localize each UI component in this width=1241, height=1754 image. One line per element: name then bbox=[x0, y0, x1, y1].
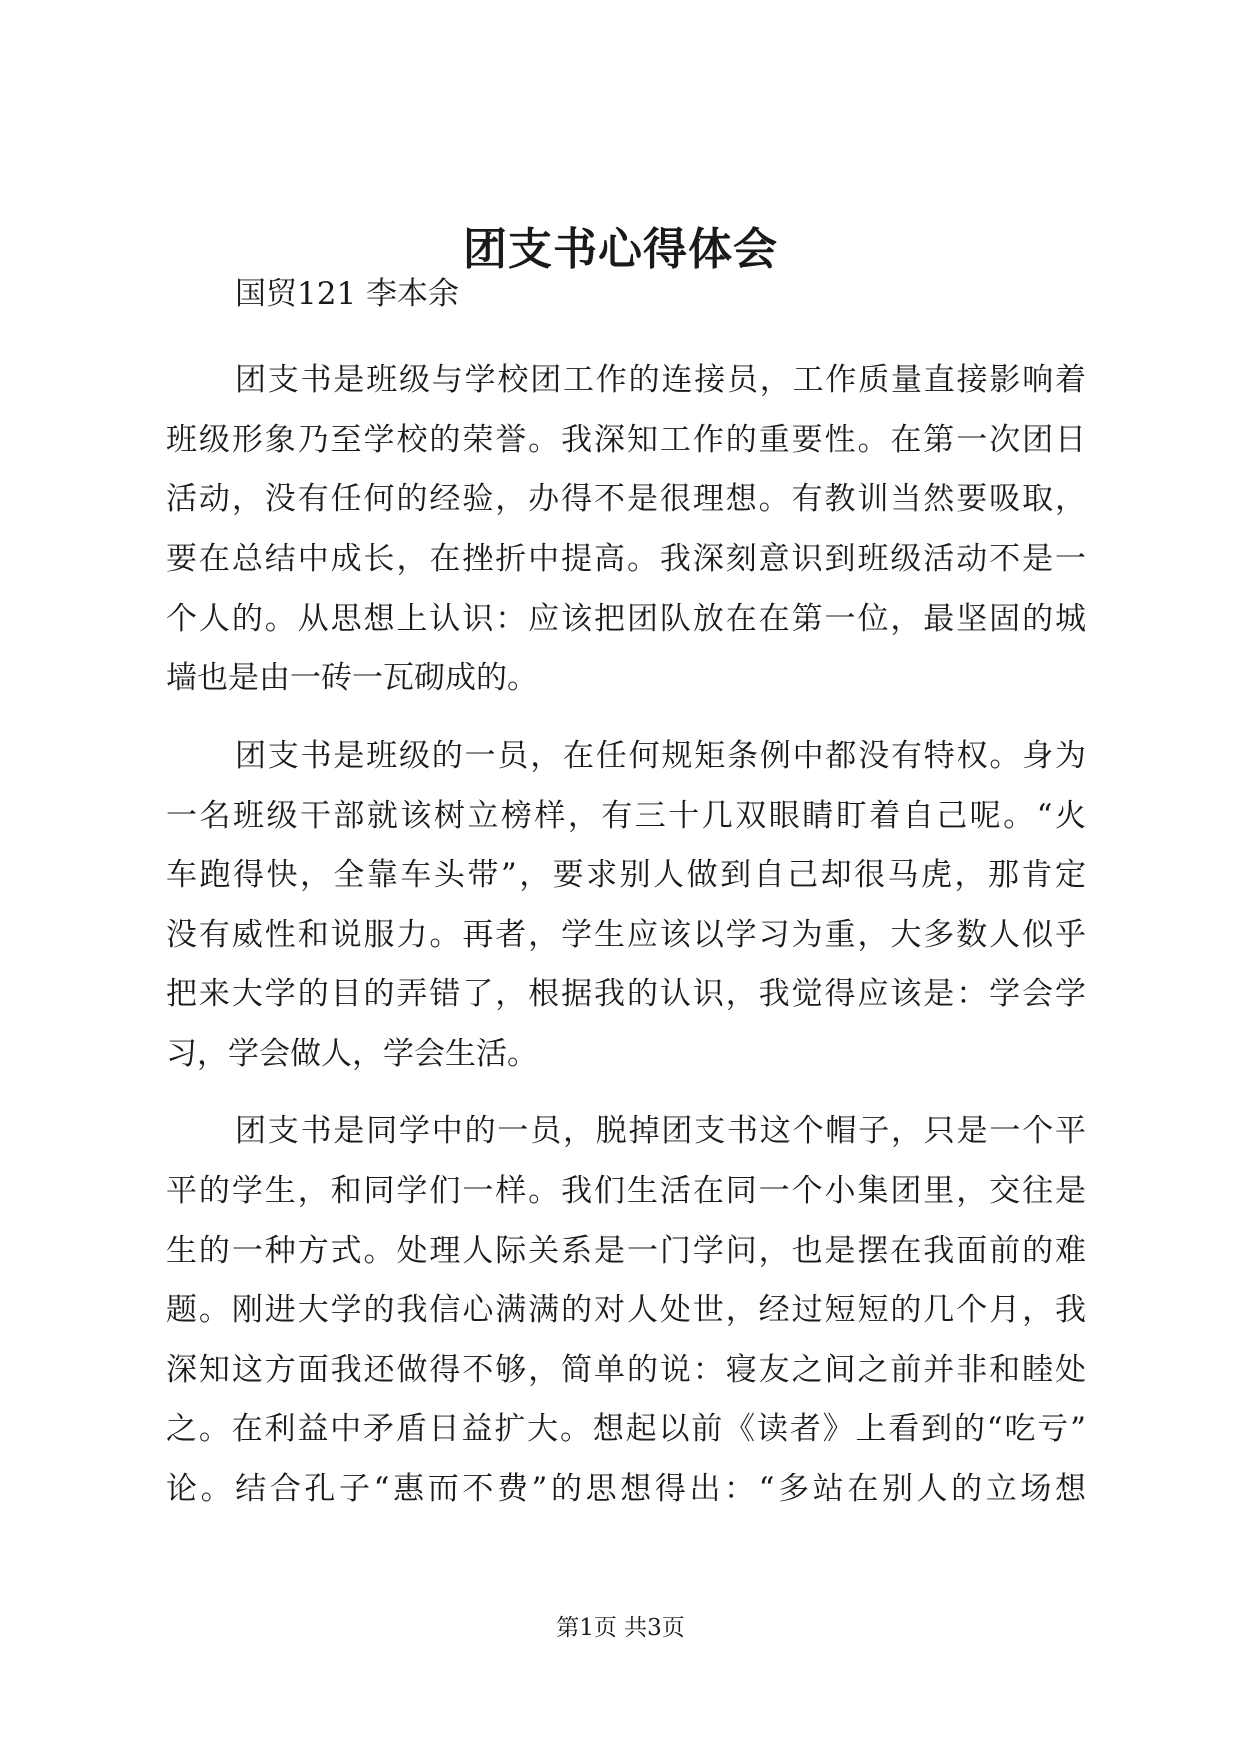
paragraph-2-line-3: 车跑得快，全靠车头带”，要求别人做到自己却很马虎，那肯定 bbox=[166, 857, 1086, 893]
paragraph-3-line-1: 团支书是同学中的一员，脱掉团支书这个帽子，只是一个平 bbox=[235, 1113, 1086, 1149]
page-title: 团支书心得体会 bbox=[463, 224, 778, 275]
paragraph-3-line-3: 生的一种方式。处理人际关系是一门学问，也是摆在我面前的难 bbox=[166, 1233, 1086, 1269]
paragraph-3-line-5: 深知这方面我还做得不够，简单的说：寝友之间之前并非和睦处 bbox=[166, 1352, 1086, 1388]
paragraph-3-line-6: 之。在利益中矛盾日益扩大。想起以前《读者》上看到的“吃亏” bbox=[166, 1411, 1086, 1447]
paragraph-2-line-2: 一名班级干部就该树立榜样，有三十几双眼睛盯着自己呢。“火 bbox=[166, 798, 1086, 834]
page-footer: 第1页 共3页 bbox=[556, 1615, 685, 1641]
paragraph-1-line-3: 活动，没有任何的经验，办得不是很理想。有教训当然要吸取， bbox=[166, 481, 1086, 517]
paragraph-1-line-4: 要在总结中成长，在挫折中提高。我深刻意识到班级活动不是一 bbox=[166, 541, 1086, 577]
paragraph-2-line-4: 没有威性和说服力。再者，学生应该以学习为重，大多数人似乎 bbox=[166, 917, 1086, 953]
paragraph-2-line-5: 把来大学的目的弄错了，根据我的认识，我觉得应该是：学会学 bbox=[166, 976, 1086, 1012]
paragraph-3-line-2: 平的学生，和同学们一样。我们生活在同一个小集团里，交往是 bbox=[166, 1173, 1086, 1209]
paragraph-1-line-5: 个人的。从思想上认识：应该把团队放在在第一位，最坚固的城 bbox=[166, 601, 1086, 637]
paragraph-2-line-1: 团支书是班级的一员，在任何规矩条例中都没有特权。身为 bbox=[235, 738, 1086, 774]
author-line: 国贸121 李本余 bbox=[235, 276, 460, 312]
paragraph-1-line-2: 班级形象乃至学校的荣誉。我深知工作的重要性。在第一次团日 bbox=[166, 422, 1086, 458]
paragraph-3-line-4: 题。刚进大学的我信心满满的对人处世，经过短短的几个月，我 bbox=[166, 1292, 1086, 1328]
paragraph-1-line-6: 墙也是由一砖一瓦砌成的。 bbox=[166, 660, 538, 696]
paragraph-1-line-1: 团支书是班级与学校团工作的连接员，工作质量直接影响着 bbox=[235, 362, 1086, 398]
paragraph-3-line-7: 论。结合孔子“惠而不费”的思想得出：“多站在别人的立场想 bbox=[166, 1471, 1086, 1507]
paragraph-2-line-6: 习，学会做人，学会生活。 bbox=[166, 1036, 538, 1072]
